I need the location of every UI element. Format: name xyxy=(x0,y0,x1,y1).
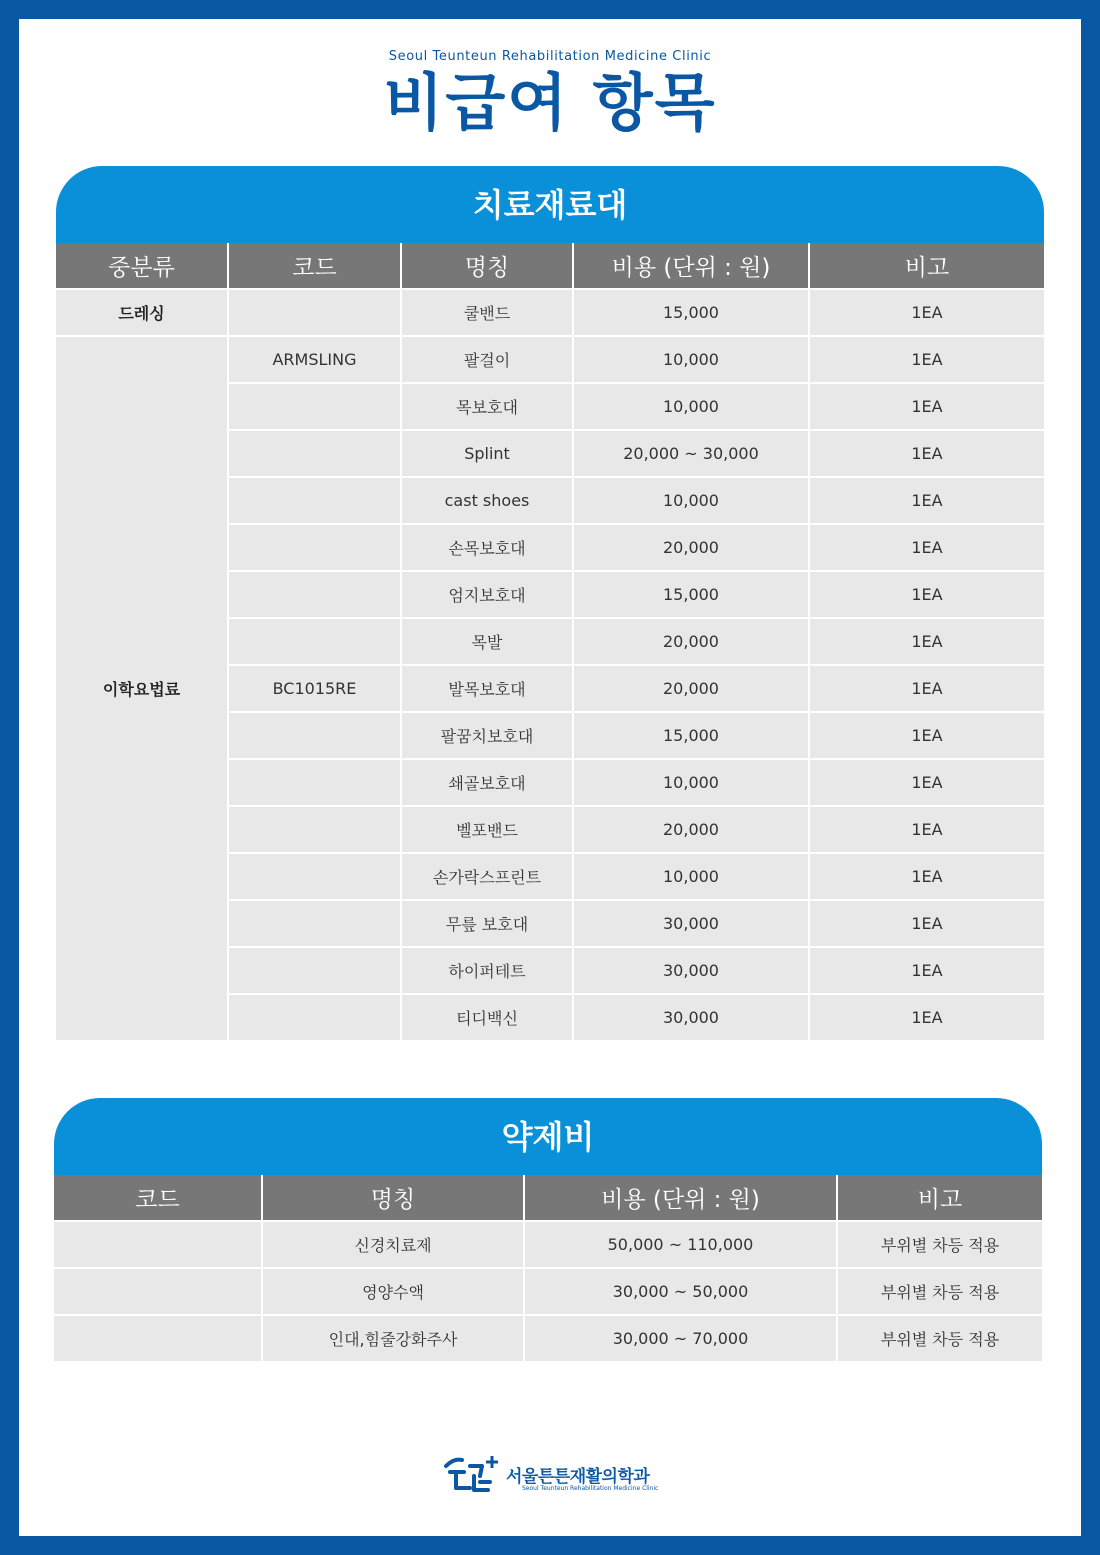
clinic-logo-subtitle: Seoul Teunteun Rehabilitation Medicine Clinic xyxy=(522,1485,659,1492)
cost-cell: 30,000 xyxy=(573,947,809,994)
cost-cell: 10,000 xyxy=(573,477,809,524)
column-header: 비용 (단위 : 원) xyxy=(524,1175,837,1221)
note-cell: 1EA xyxy=(809,618,1044,665)
cost-cell: 15,000 xyxy=(573,571,809,618)
note-cell: 1EA xyxy=(809,383,1044,430)
code-cell xyxy=(228,806,401,853)
note-cell: 1EA xyxy=(809,665,1044,712)
column-header: 비용 (단위 : 원) xyxy=(573,243,809,289)
note-cell: 부위별 차등 적용 xyxy=(837,1268,1042,1315)
materials-table xyxy=(56,243,1044,1042)
code-cell xyxy=(228,524,401,571)
code-cell xyxy=(228,430,401,477)
name-cell: 목보호대 xyxy=(401,383,573,430)
note-cell: 1EA xyxy=(809,524,1044,571)
cost-cell: 10,000 xyxy=(573,336,809,383)
cost-cell: 10,000 xyxy=(573,759,809,806)
name-cell: 티디백신 xyxy=(401,994,573,1041)
name-cell: 쿨밴드 xyxy=(401,289,573,336)
cost-cell: 30,000 ~ 70,000 xyxy=(524,1315,837,1362)
code-cell xyxy=(228,994,401,1041)
name-cell: 쇄골보호대 xyxy=(401,759,573,806)
table-row xyxy=(54,1315,1042,1362)
cost-cell: 20,000 xyxy=(573,665,809,712)
note-cell: 1EA xyxy=(809,853,1044,900)
page-title: 비급여 항목 xyxy=(383,66,717,139)
note-cell: 1EA xyxy=(809,712,1044,759)
table-row xyxy=(56,336,1044,383)
category-cell: 이학요법료 xyxy=(56,336,228,1041)
code-cell: BC1015RE xyxy=(228,665,401,712)
name-cell: 발목보호대 xyxy=(401,665,573,712)
column-header: 명칭 xyxy=(262,1175,524,1221)
name-cell: Splint xyxy=(401,430,573,477)
cost-cell: 10,000 xyxy=(573,853,809,900)
table-row xyxy=(54,1268,1042,1315)
table-header-row xyxy=(54,1175,1042,1221)
name-cell: 손목보호대 xyxy=(401,524,573,571)
code-cell xyxy=(54,1315,262,1362)
name-cell: cast shoes xyxy=(401,477,573,524)
cost-cell: 20,000 ~ 30,000 xyxy=(573,430,809,477)
column-header: 비고 xyxy=(837,1175,1042,1221)
note-cell: 1EA xyxy=(809,759,1044,806)
section-header-materials: 치료재료대 xyxy=(56,166,1044,244)
cost-cell: 15,000 xyxy=(573,712,809,759)
cost-cell: 30,000 ~ 50,000 xyxy=(524,1268,837,1315)
note-cell: 1EA xyxy=(809,900,1044,947)
name-cell: 손가락스프린트 xyxy=(401,853,573,900)
code-cell: ARMSLING xyxy=(228,336,401,383)
note-cell: 1EA xyxy=(809,994,1044,1041)
code-cell xyxy=(228,712,401,759)
code-cell xyxy=(54,1268,262,1315)
code-cell xyxy=(228,383,401,430)
code-cell xyxy=(228,477,401,524)
note-cell: 1EA xyxy=(809,336,1044,383)
code-cell xyxy=(228,618,401,665)
cost-cell: 20,000 xyxy=(573,618,809,665)
column-header: 중분류 xyxy=(56,243,228,289)
column-header: 코드 xyxy=(54,1175,262,1221)
column-header: 코드 xyxy=(228,243,401,289)
category-cell: 드레싱 xyxy=(56,289,228,336)
clinic-logo-name: 서울튼튼재활의학과 xyxy=(506,1467,650,1487)
name-cell: 영양수액 xyxy=(262,1268,524,1315)
note-cell: 1EA xyxy=(809,289,1044,336)
code-cell xyxy=(228,947,401,994)
code-cell xyxy=(228,900,401,947)
cost-cell: 20,000 xyxy=(573,806,809,853)
name-cell: 팔꿈치보호대 xyxy=(401,712,573,759)
cost-cell: 30,000 xyxy=(573,994,809,1041)
table-row xyxy=(56,289,1044,336)
name-cell: 벨포밴드 xyxy=(401,806,573,853)
name-cell: 팔걸이 xyxy=(401,336,573,383)
code-cell xyxy=(228,853,401,900)
code-cell xyxy=(228,571,401,618)
cost-cell: 10,000 xyxy=(573,383,809,430)
name-cell: 엄지보호대 xyxy=(401,571,573,618)
code-cell xyxy=(228,289,401,336)
note-cell: 부위별 차등 적용 xyxy=(837,1315,1042,1362)
name-cell: 인대,힘줄강화주사 xyxy=(262,1315,524,1362)
name-cell: 신경치료제 xyxy=(262,1221,524,1268)
note-cell: 1EA xyxy=(809,477,1044,524)
section-header-medication: 약제비 xyxy=(54,1098,1042,1176)
cost-cell: 20,000 xyxy=(573,524,809,571)
note-cell: 1EA xyxy=(809,806,1044,853)
table-header-row xyxy=(56,243,1044,289)
note-cell: 부위별 차등 적용 xyxy=(837,1221,1042,1268)
cost-cell: 15,000 xyxy=(573,289,809,336)
cost-cell: 30,000 xyxy=(573,900,809,947)
clinic-subtitle: Seoul Teunteun Rehabilitation Medicine Clinic xyxy=(388,49,712,64)
note-cell: 1EA xyxy=(809,571,1044,618)
column-header: 명칭 xyxy=(401,243,573,289)
name-cell: 무릎 보호대 xyxy=(401,900,573,947)
name-cell: 목발 xyxy=(401,618,573,665)
note-cell: 1EA xyxy=(809,947,1044,994)
table-row xyxy=(54,1221,1042,1268)
medication-table xyxy=(54,1175,1042,1363)
cost-cell: 50,000 ~ 110,000 xyxy=(524,1221,837,1268)
name-cell: 하이퍼테트 xyxy=(401,947,573,994)
column-header: 비고 xyxy=(809,243,1044,289)
code-cell xyxy=(228,759,401,806)
note-cell: 1EA xyxy=(809,430,1044,477)
code-cell xyxy=(54,1221,262,1268)
